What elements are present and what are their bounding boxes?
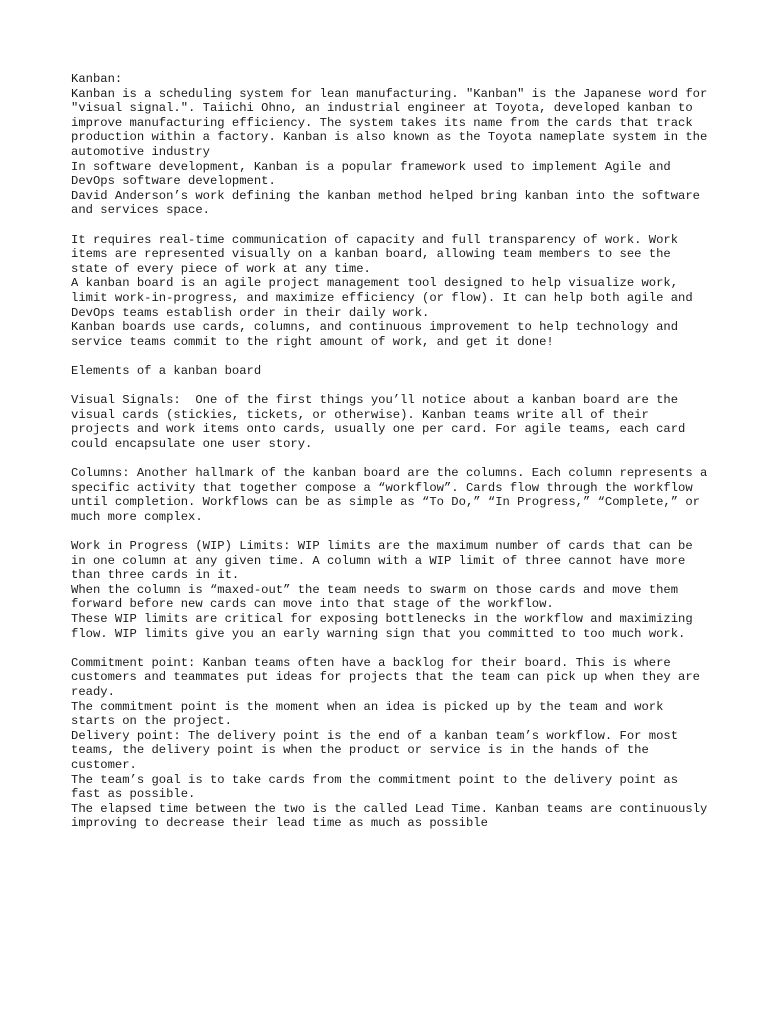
section-heading-elements bbox=[71, 364, 711, 379]
text-line: Kanban boards use cards, columns, and continuous improvement to help technology and service teams commit to the right amount of work, and get it done! bbox=[71, 320, 686, 349]
text-line: Kanban is a scheduling system for lean manufacturing. "Kanban" is the Japanese word for "visual signal.". Taiichi Ohno, an industrial engineer at Toyota, developed kanban to improve manufacturing efficiency. The system takes its name from the cards that track production within a factory. Kanban is also known as the Toyota nameplate system in the automotive industry bbox=[71, 86, 715, 159]
paragraph-visual-signals bbox=[71, 393, 711, 451]
text-line: Work in Progress (WIP) Limits: WIP limits are the maximum number of cards that can be in one column at any given time. A column with a WIP limit of three cannot have more than three cards in it. bbox=[71, 539, 700, 583]
text-line: Delivery point: The delivery point is the end of a kanban team’s workflow. For most teams, the delivery point is when the product or service is in the hands of the customer. bbox=[71, 728, 686, 772]
paragraph-spacer bbox=[71, 218, 711, 233]
text-line: The elapsed time between the two is the called Lead Time. Kanban teams are continuously improving to decrease their lead time as much as possible bbox=[71, 801, 715, 831]
text-line: A kanban board is an agile project management tool designed to help visualize work, limit work-in-progress, and maximize efficiency (or flow). It can help both agile and DevOps teams establish order in their daily work. bbox=[71, 276, 700, 320]
text-line: When the column is “maxed-out” the team needs to swarm on those cards and move them forward before new cards can move into that stage of the workflow. bbox=[71, 582, 686, 612]
text-line: Columns: Another hallmark of the kanban board are the columns. Each column represents a specific activity that together compose a “workflow”. Cards flow through the workflow until completion. Workflows can be as simple as “To Do,” “In Progress,” “Complete,” or much more complex. bbox=[71, 466, 715, 524]
document-page bbox=[71, 72, 715, 831]
paragraph-kanban-intro bbox=[71, 72, 715, 218]
text-line: In software development, Kanban is a popular framework used to implement Agile and DevOps software development. bbox=[71, 159, 679, 189]
text-line: These WIP limits are critical for exposing bottlenecks in the workflow and maximizing flow. WIP limits give you an early warning sign that you committed to too much work. bbox=[71, 611, 700, 641]
text-line: It requires real-time communication of capacity and full transparency of work. Work items are represented visually on a kanban board, allowing team members to see the state of every piece of work at any time. bbox=[71, 232, 686, 276]
text-line: David Anderson’s work defining the kanban method helped bring kanban into the software and services space. bbox=[71, 188, 708, 218]
text-line: Commitment point: Kanban teams often have a backlog for their board. This is where customers and teammates put ideas for projects that the team can pick up when they are ready. bbox=[71, 655, 708, 699]
paragraph-spacer bbox=[71, 349, 711, 364]
paragraph-spacer bbox=[71, 451, 711, 466]
paragraph-spacer bbox=[71, 524, 711, 539]
paragraph-commitment-delivery bbox=[71, 655, 715, 831]
text-line: Elements of a kanban board bbox=[71, 363, 262, 378]
paragraph-spacer bbox=[71, 378, 711, 393]
text-line: Kanban: bbox=[71, 72, 123, 86]
text-line: The commitment point is the moment when an idea is picked up by the team and work starts on the project. bbox=[71, 699, 671, 729]
text-line: Visual Signals: One of the first things you’ll notice about a kanban board are the visual cards (stickies, tickets, or otherwise). Kanban teams write all of their projects and work items onto cards, usually one per card. For agile teams, each card could encapsulate one user story. bbox=[71, 393, 693, 451]
text-line: The team’s goal is to take cards from the commitment point to the delivery point as fast as possible. bbox=[71, 772, 686, 802]
paragraph-communication bbox=[71, 233, 711, 350]
paragraph-columns bbox=[71, 466, 715, 524]
paragraph-spacer bbox=[71, 641, 711, 656]
paragraph-wip-limits bbox=[71, 539, 711, 641]
